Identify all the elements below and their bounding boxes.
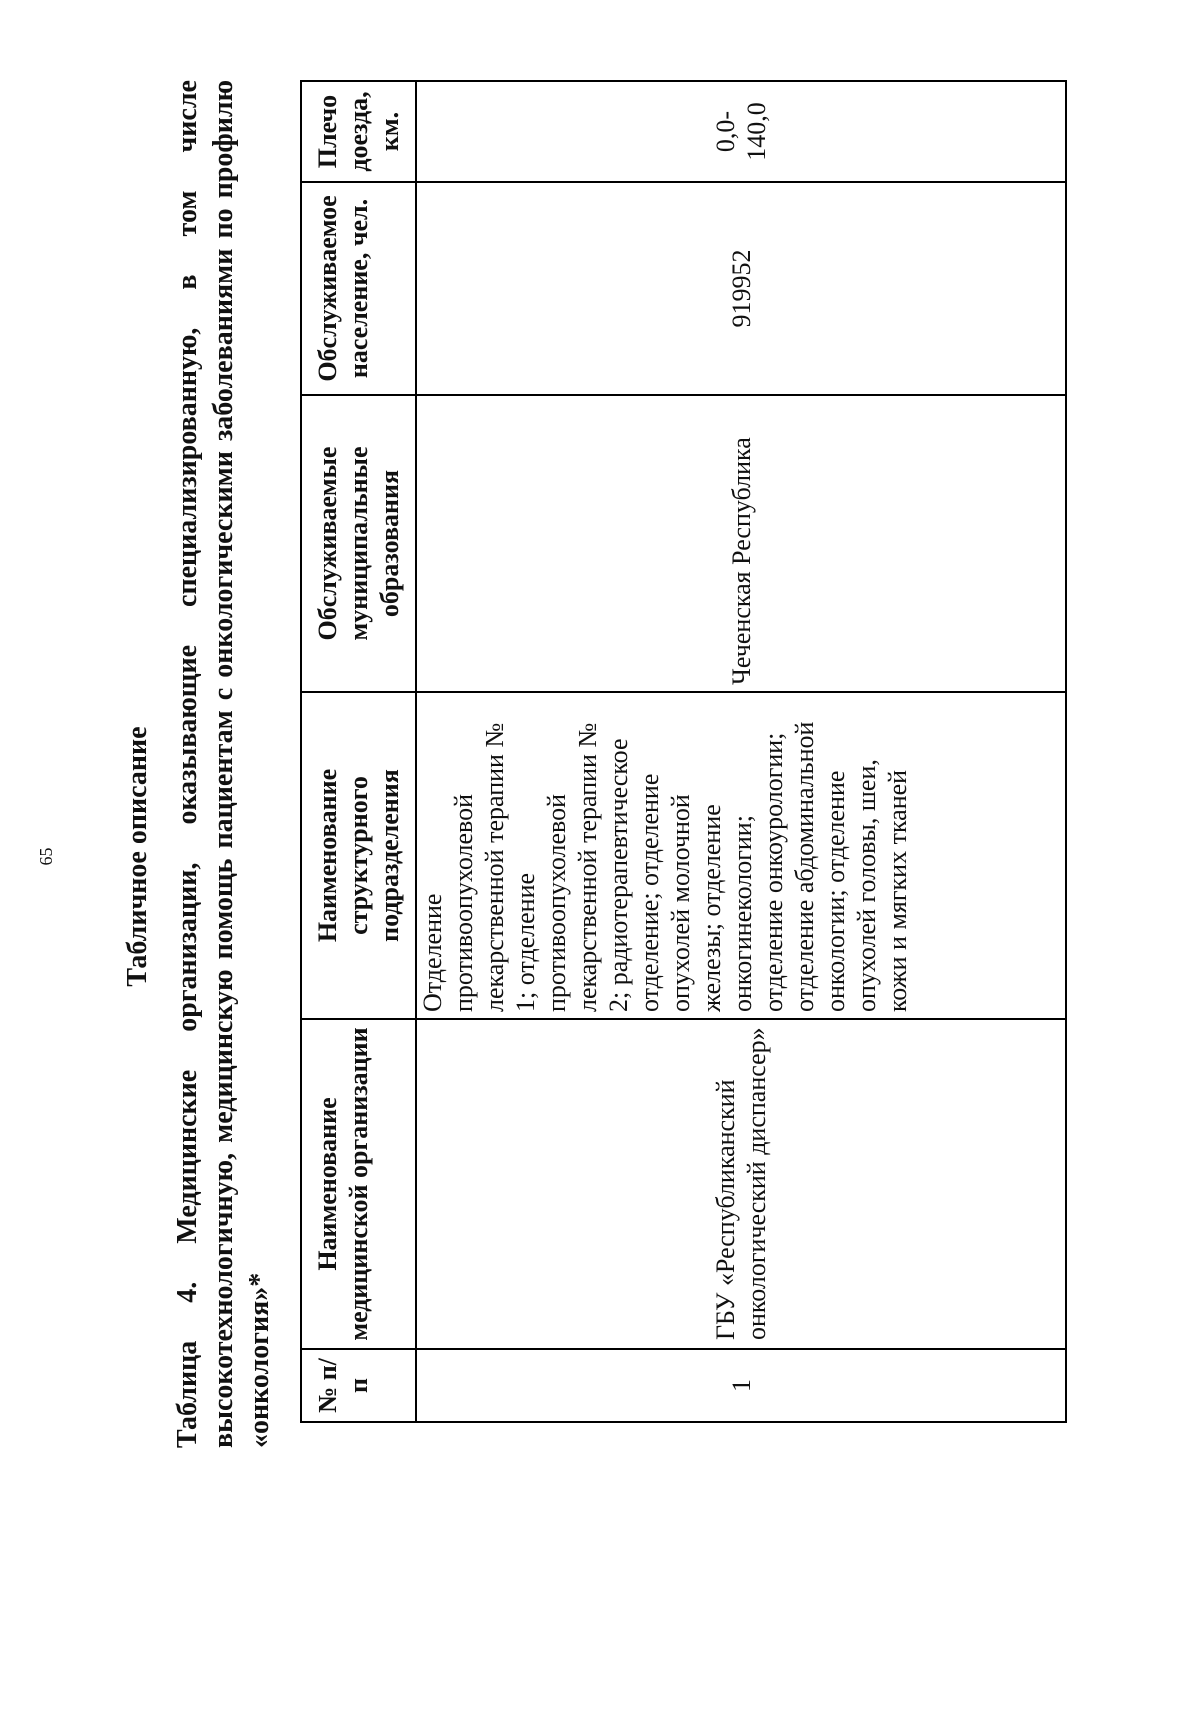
page-number: 65 xyxy=(36,847,56,866)
header-distance: Плечо доезда, км. xyxy=(301,81,416,182)
header-organization: Наименование медицинской организации xyxy=(301,1019,416,1349)
header-units: Наименование структурного подразделения xyxy=(301,692,416,1019)
table-caption: Таблица 4. Медицинские организации, оказывающие специализированную, в том числе высокотехнологичную, медицинскую помощь пациентам с онкологическими заболеваниями по профилю «онкология»* xyxy=(172,80,275,1448)
cell-organization: ГБУ «Республиканский онкологический диспансер» xyxy=(416,1019,1066,1349)
header-number: № п/п xyxy=(301,1349,416,1422)
header-population: Обслуживаемое население, чел. xyxy=(301,182,416,395)
oncology-organizations-table xyxy=(300,80,1067,1423)
table-header-row xyxy=(301,81,416,1422)
cell-municipalities: Чеченская Республика xyxy=(416,395,1066,692)
table-row xyxy=(416,81,1066,1422)
header-municipalities: Обслуживаемые муниципальные образования xyxy=(301,395,416,692)
cell-distance: 0,0-140,0 xyxy=(416,81,1066,182)
document-title: Табличное описание xyxy=(122,726,153,987)
cell-population: 919952 xyxy=(416,182,1066,395)
cell-number: 1 xyxy=(416,1349,1066,1422)
cell-units: Отделение противоопухолевой лекарственной терапии № 1; отделение противоопухолевой лекарственной терапии № 2; радиотерапевтическое отделение; отделение опухолей молочной железы; отделение онкогинекологии; отделение онкоурологии; отделение абдоминальной онкологии; отделение опухолей головы, шеи, кожи и мягких тканей xyxy=(416,692,1066,1019)
